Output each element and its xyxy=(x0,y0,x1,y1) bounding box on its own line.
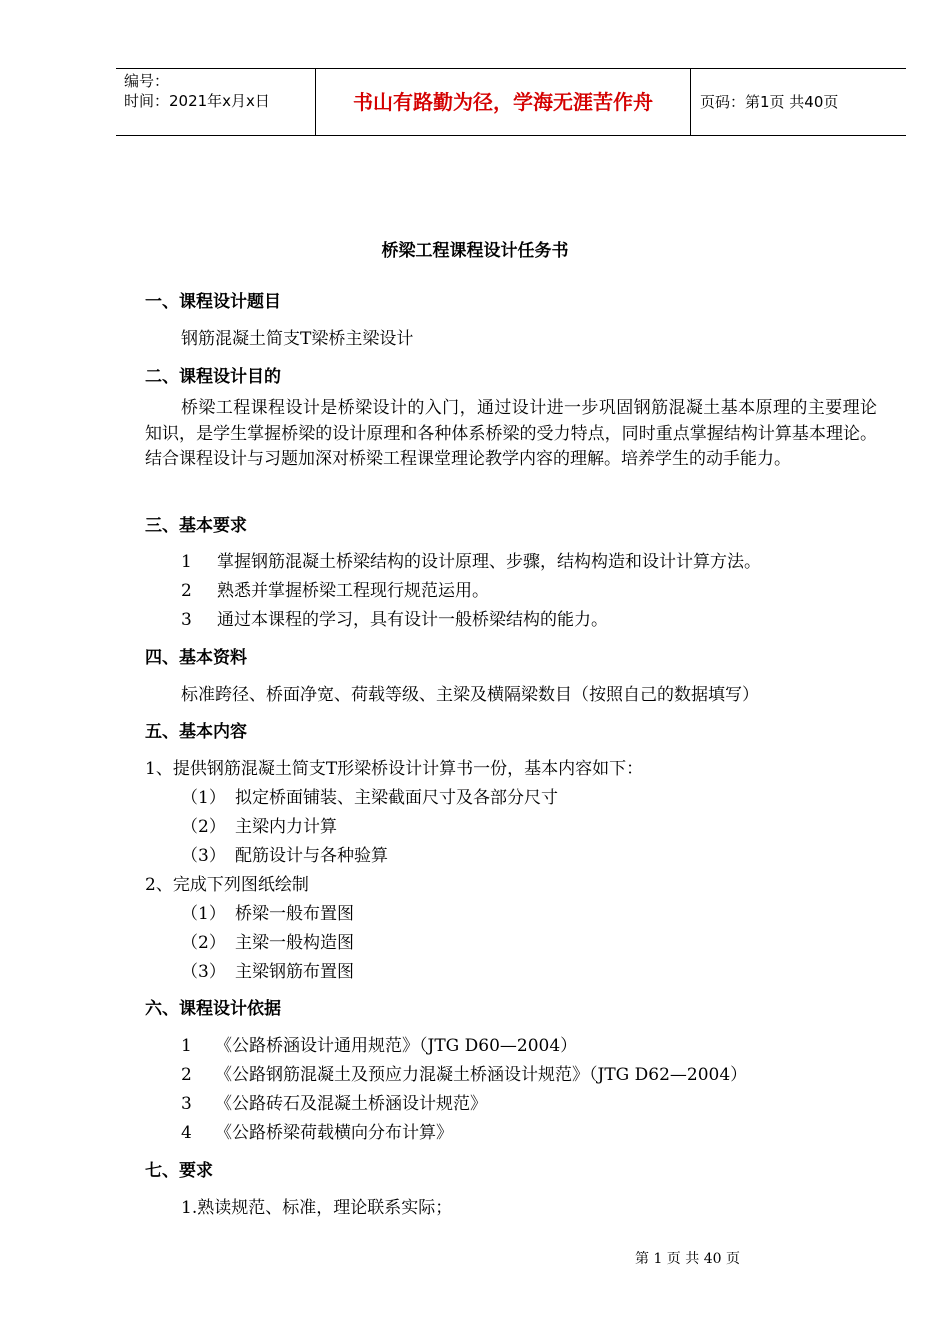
list-item xyxy=(181,576,489,601)
sub-list-item xyxy=(181,812,337,837)
list-item xyxy=(181,1118,453,1143)
list-item-text: 主梁内力计算 xyxy=(235,817,337,837)
section-heading: 四、基本资料 xyxy=(145,648,247,668)
list-item-text: 《公路钢筋混凝土及预应力混凝土桥涵设计规范》（JTG D62—2004） xyxy=(215,1065,748,1085)
list-item-number: 2 xyxy=(181,581,192,601)
list-item-number: （2） xyxy=(181,817,226,837)
sub-list-item xyxy=(181,841,388,866)
list-item-text: 掌握钢筋混凝土桥梁结构的设计原理、步骤，结构构造和设计计算方法。 xyxy=(217,552,761,572)
list-item xyxy=(181,1089,487,1114)
list-item-number: 3 xyxy=(181,1094,192,1114)
list-item-text: 通过本课程的学习，具有设计一般桥梁结构的能力。 xyxy=(217,610,608,630)
list-item xyxy=(181,547,761,572)
list-item-text: 《公路桥涵设计通用规范》（JTG D60—2004） xyxy=(215,1036,578,1056)
list-item-text: 配筋设计与各种验算 xyxy=(235,846,388,866)
header-meta xyxy=(124,71,314,111)
list-item-number: （3） xyxy=(181,962,226,982)
list-item-number: 1 xyxy=(181,552,192,572)
list-item-text: 《公路桥梁荷载横向分布计算》 xyxy=(215,1123,453,1143)
list-item-number: 3 xyxy=(181,610,192,630)
sub-list-item xyxy=(181,899,354,924)
document-time-label: 时间：2021年x月x日 xyxy=(124,92,270,110)
section-paragraph: 桥梁工程课程设计是桥梁设计的入门，通过设计进一步巩固钢筋混凝土基本原理的主要理论知识，是学生掌握桥梁的设计原理和各种体系桥梁的受力特点，同时重点掌握结构计算基本理论。结合课程设计与习题加深对桥梁工程课堂理论教学内容的理解。培养学生的动手能力。 xyxy=(145,398,877,469)
list-item: 2、完成下列图纸绘制 xyxy=(145,875,309,895)
page-footer: 第 1 页 共 40 页 xyxy=(635,1251,740,1267)
list-item-number: 1 xyxy=(181,1036,192,1056)
list-item-number: （1） xyxy=(181,788,226,808)
list-item xyxy=(181,1060,747,1085)
list-item-text: 拟定桥面铺装、主梁截面尺寸及各部分尺寸 xyxy=(235,788,558,808)
list-item-number: （3） xyxy=(181,846,226,866)
page-header xyxy=(116,68,906,136)
list-item-text: 主梁钢筋布置图 xyxy=(235,962,354,982)
list-item-number: 2 xyxy=(181,1065,192,1085)
header-page-info: 页码：第1页 共40页 xyxy=(700,93,839,111)
list-item-text: 《公路砖石及混凝土桥涵设计规范》 xyxy=(215,1094,487,1114)
list-item: 1、提供钢筋混凝土简支T形梁桥设计计算书一份，基本内容如下： xyxy=(145,759,644,779)
section-heading: 三、基本要求 xyxy=(145,516,247,536)
section-heading: 七、要求 xyxy=(145,1161,213,1181)
document-title: 桥梁工程课程设计任务书 xyxy=(381,241,569,261)
sub-list-item xyxy=(181,783,558,808)
list-item-number: 4 xyxy=(181,1123,192,1143)
list-item-text: 桥梁一般布置图 xyxy=(235,904,354,924)
section-content: 钢筋混凝土简支T梁桥主梁设计 xyxy=(181,329,414,349)
list-item-text: 熟悉并掌握桥梁工程现行规范运用。 xyxy=(217,581,489,601)
section-content: 标准跨径、桥面净宽、荷载等级、主梁及横隔梁数目（按照自己的数据填写） xyxy=(181,685,759,705)
document-number-label: 编号： xyxy=(124,72,170,90)
sub-list-item xyxy=(181,957,354,982)
section-heading: 二、课程设计目的 xyxy=(145,367,281,387)
list-item xyxy=(181,605,608,630)
list-item-number: （2） xyxy=(181,933,226,953)
section-content: 1.熟读规范、标准，理论联系实际； xyxy=(181,1198,453,1218)
sub-list-item xyxy=(181,928,354,953)
list-item-number: （1） xyxy=(181,904,226,924)
header-divider xyxy=(690,69,691,135)
list-item xyxy=(181,1031,577,1056)
section-heading: 五、基本内容 xyxy=(145,722,247,742)
header-motto: 书山有路勤为径，学海无涯苦作舟 xyxy=(353,90,653,114)
list-item-text: 主梁一般构造图 xyxy=(235,933,354,953)
section-heading: 一、课程设计题目 xyxy=(145,292,281,312)
section-heading: 六、课程设计依据 xyxy=(145,999,281,1019)
